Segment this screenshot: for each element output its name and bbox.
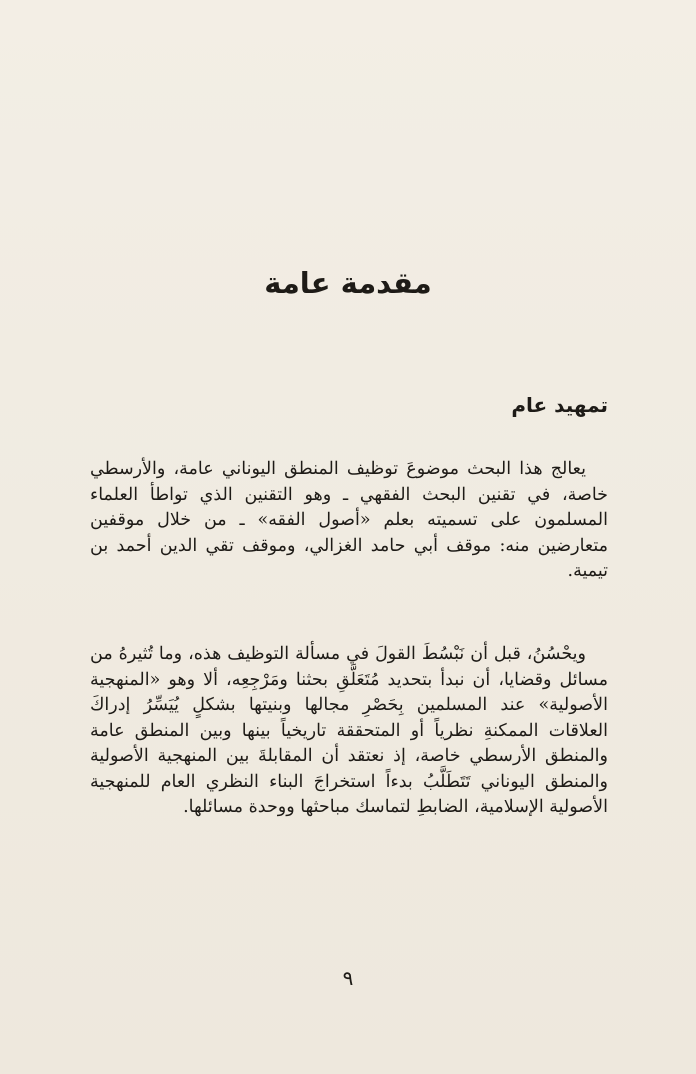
paragraph-1: [90, 457, 608, 585]
page-number: ٩: [342, 966, 354, 990]
paragraph-text: يعالج هذا البحث موضوعَ توظيف المنطق اليوناني عامة، والأرسطي خاصة، في تقنين البحث الفقهي ـ وهو التقنين الذي تواطأ العلماء المسلمون على تسميته بعلم «أصول الفقه» ـ من خلال موقفين متعارضين منه: موقف أبي حامد الغزالي، وموقف تقي الدين أحمد بن تيمية.: [90, 459, 608, 581]
page-title: مقدمة عامة: [264, 266, 432, 300]
section-heading: تمهيد عام: [511, 393, 608, 417]
paragraph-text: ويحْسُنُ، قبل أن نَبْسُطَ القولَ في مسألة التوظيف هذه، وما تُثيرهُ من مسائل وقضايا، أن نبدأ بتحديد مُتَعَلَّقِ بحثنا ومَرْجِعِه، ألا وهو «المنهجية الأصولية» عند المسلمين بِحَصْرِ مجالها وبنيتها بشكلٍ يُيَسِّرُ إدراكَ العلاقات الممكنةِ نظرياً أو المتحققة تاريخياً بينها وبين المنطق عامة والمنطق الأرسطي خاصة، إذ نعتقد أن المقابلةَ بين المنهجية الأصولية والمنطق اليوناني تَتَطَلَّبُ بدءاً استخراجَ البناء النظري العام للمنهجية الأصولية الإسلامية، الضابطِ لتماسك مباحثها ووحدة مسائلها.: [90, 644, 608, 817]
paragraph-2: [90, 642, 608, 821]
